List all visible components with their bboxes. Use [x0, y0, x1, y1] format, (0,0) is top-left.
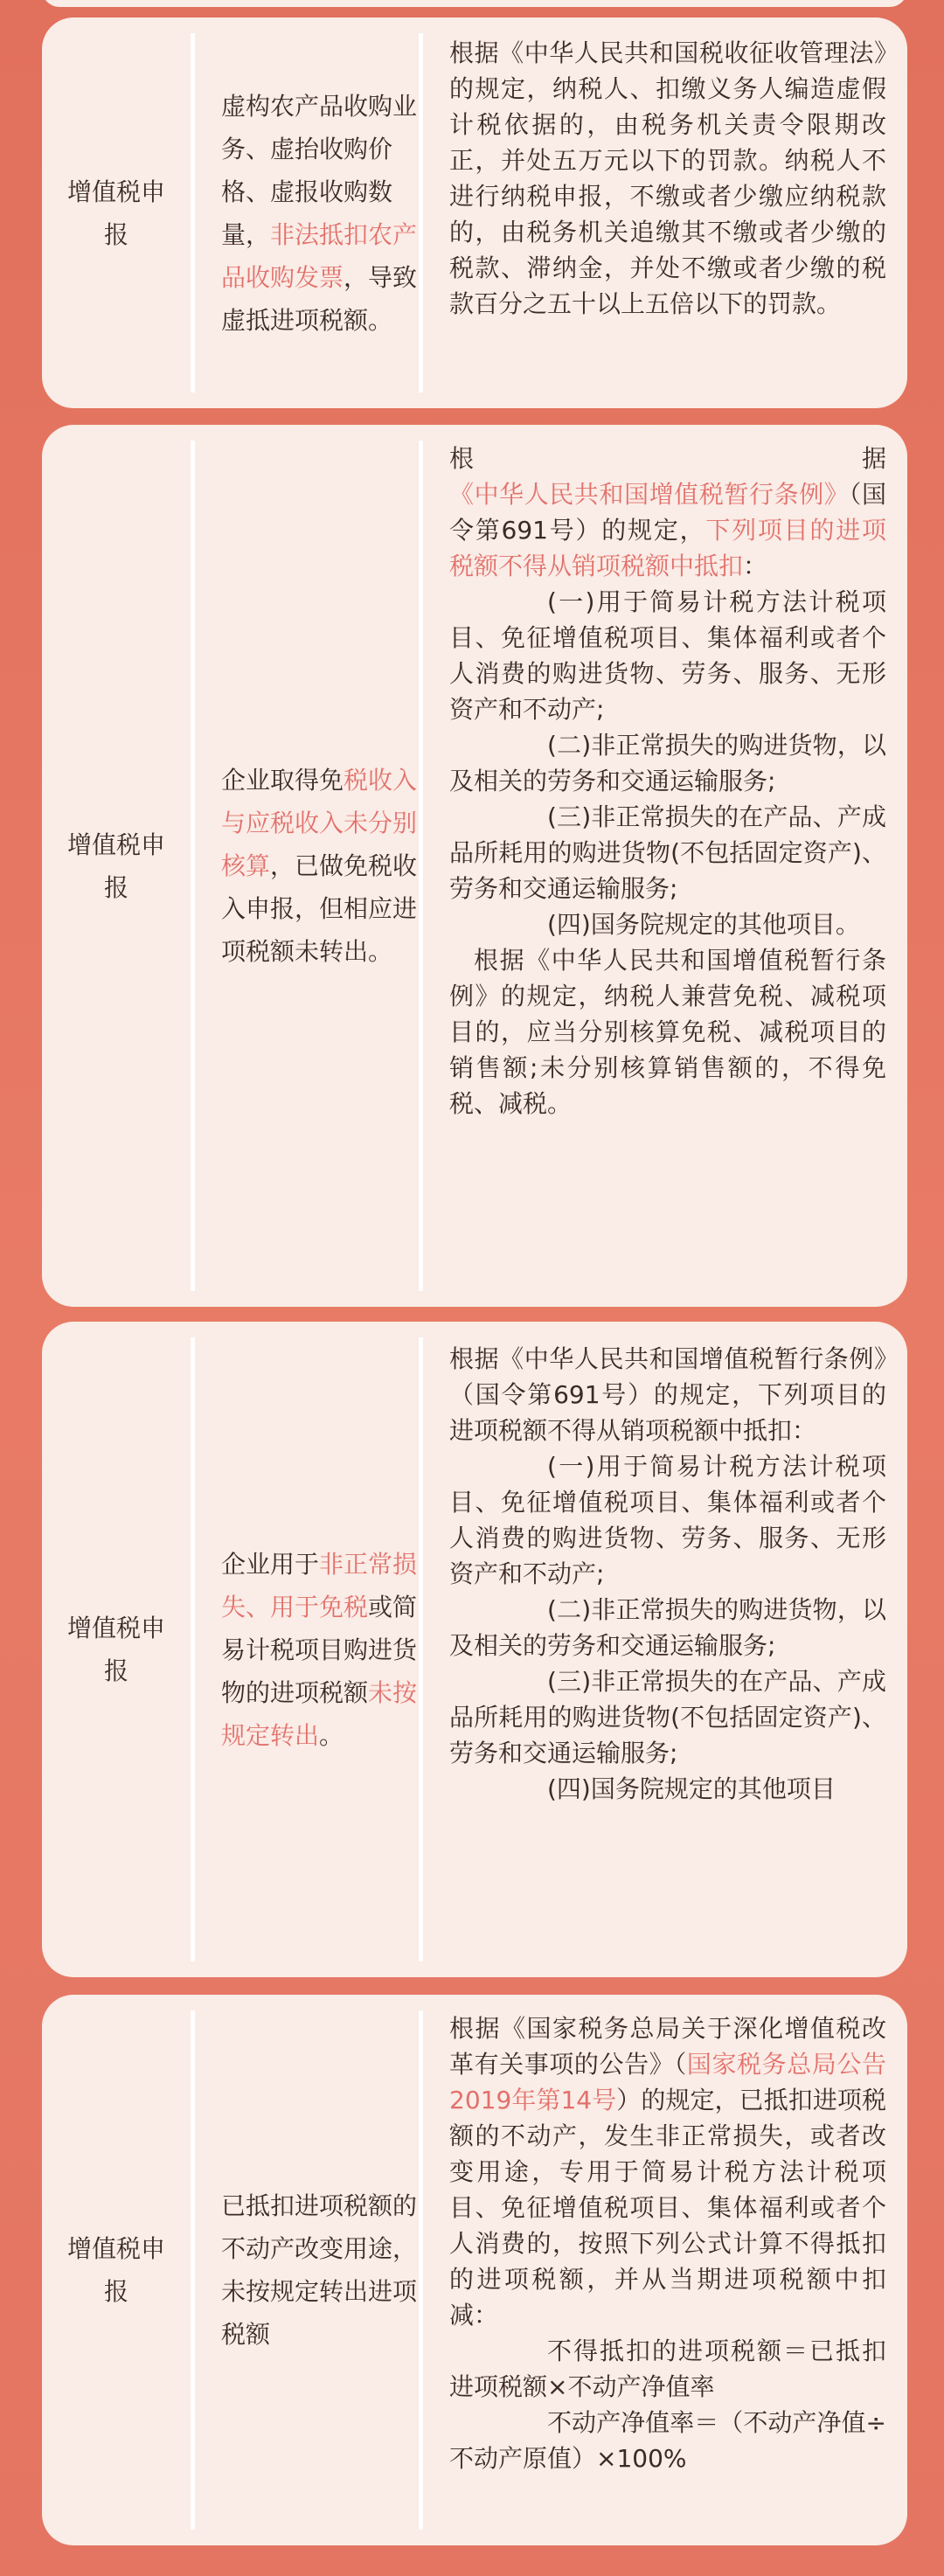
text-run: 根据《国家税务总局关于深化增值税改革有关事项的公告》（	[449, 2014, 886, 2079]
column-divider	[419, 2010, 423, 2530]
text-run: (三)非正常损失的在产品、产成品所耗用的购进货物(不包括固定资产)、劳务和交通运输服务;	[449, 802, 886, 903]
situation-text	[221, 2184, 418, 2356]
table-row	[42, 1322, 907, 1977]
situation-cell	[221, 1322, 418, 1977]
legal-paragraph	[449, 1341, 886, 1448]
text-run: 企业取得免	[221, 766, 344, 795]
legal-basis-cell	[449, 1341, 886, 1807]
legal-paragraph	[449, 35, 886, 322]
column-divider	[191, 441, 195, 1291]
text-run: ，已做免税收入申报，但相应进项税额未转出。	[221, 851, 418, 966]
legal-paragraph	[449, 1771, 886, 1807]
legal-basis-text	[449, 1341, 886, 1807]
text-run: 不动产净值率＝（不动产净值÷不动产原值）×100%	[449, 2408, 886, 2473]
legal-paragraph	[449, 942, 886, 1121]
text-run: ：	[743, 552, 768, 580]
category-cell	[42, 1995, 191, 2545]
text-run: （国令第691号）的规定，	[449, 480, 886, 545]
highlighted-text: 非正常损失、用于免税	[221, 1549, 418, 1621]
legal-paragraph	[449, 2405, 886, 2476]
situation-text	[221, 1543, 418, 1757]
text-run: 。	[319, 1720, 344, 1750]
text-run: 不得抵扣的进项税额＝已抵扣进项税额×不动产净值率	[449, 2336, 886, 2401]
category-cell	[42, 425, 191, 1307]
text-run: 根据《中华人民共和国税收征收管理法》的规定，纳税人、扣缴义务人编造虚假计税依据的，由税务机关责令限期改正，并处五万元以下的罚款。纳税人不进行纳税申报，不缴或者少缴应纳税款的，由税务机关追缴其不缴或者少缴的税款、滞纳金，并处不缴或者少缴的税款百分之五十以上五倍以下的罚款。	[449, 38, 886, 318]
column-divider	[191, 33, 195, 392]
legal-paragraph	[449, 2010, 886, 2333]
column-divider	[191, 2010, 195, 2530]
text-run: (四)国务院规定的其他项目。	[547, 910, 860, 939]
legal-paragraph	[449, 799, 886, 906]
legal-paragraph	[449, 906, 886, 942]
column-divider	[419, 33, 423, 392]
situation-cell	[221, 17, 418, 408]
table-row	[42, 1995, 907, 2545]
text-run: ）的规定，已抵扣进项税额的不动产，发生非正常损失，或者改变用途，专用于简易计税方法计税项目、免征增值税项目、集体福利或者个人消费的，按照下列公式计算不得抵扣的进项税额，并从当期进项税额中扣减：	[449, 2086, 886, 2330]
legal-paragraph	[449, 441, 886, 584]
legal-paragraph	[449, 1448, 886, 1592]
legal-paragraph	[449, 727, 886, 799]
situation-text	[221, 85, 418, 342]
legal-paragraph	[449, 2333, 886, 2405]
legal-paragraph	[449, 1592, 886, 1663]
text-run: (四)国务院规定的其他项目	[547, 1774, 836, 1803]
highlighted-text: 未按规定转出	[221, 1677, 418, 1750]
column-divider	[419, 1337, 423, 1962]
text-run: (一)用于简易计税方法计税项目、免征增值税项目、集体福利或者个人消费的购进货物、劳务、服务、无形资产和不动产;	[449, 1452, 886, 1588]
text-run: 根据《中华人民共和国增值税暂行条例》（国令第691号）的规定，下列项目的进项税额不得从销项税额中抵扣：	[449, 1344, 886, 1445]
text-run: 根据	[449, 444, 886, 473]
legal-basis-cell	[449, 35, 886, 322]
highlighted-text: 税收入与应税收入未分别核算	[221, 766, 418, 880]
category-cell	[42, 17, 191, 408]
highlighted-text: 国家税务总局公告2019年第14号	[449, 2050, 886, 2114]
column-divider	[191, 1337, 195, 1962]
column-divider	[419, 441, 423, 1291]
text-run: 根据《中华人民共和国增值税暂行条例》的规定，纳税人兼营免税、减税项目的，应当分别核算免税、减税项目的销售额;未分别核算销售额的，不得免税、减税。	[449, 946, 886, 1118]
legal-basis-text	[449, 35, 886, 322]
legal-basis-text	[449, 441, 886, 1121]
legal-basis-cell	[449, 441, 886, 1121]
text-run: ，导致虚抵进项税额。	[221, 262, 418, 335]
text-run: (二)非正常损失的购进货物，以及相关的劳务和交通运输服务;	[449, 1595, 886, 1660]
legal-basis-cell	[449, 2010, 886, 2476]
text-run: (一)用于简易计税方法计税项目、免征增值税项目、集体福利或者个人消费的购进货物、劳务、服务、无形资产和不动产;	[449, 587, 886, 724]
highlighted-text: 非法抵扣农产品收购发票	[221, 219, 418, 292]
text-run: 虚构农产品收购业务、虚抬收购价格、虚报收购数量，	[221, 91, 418, 249]
text-run: (二)非正常损失的购进货物，以及相关的劳务和交通运输服务;	[449, 731, 886, 795]
text-run: (三)非正常损失的在产品、产成品所耗用的购进货物(不包括固定资产)、劳务和交通运输服务;	[449, 1667, 886, 1767]
legal-basis-text	[449, 2010, 886, 2476]
category-text: 增值税申报	[66, 1614, 165, 1685]
text-run: 已抵扣进项税额的不动产改变用途，未按规定转出进项税额	[221, 2191, 418, 2349]
legal-paragraph	[449, 584, 886, 727]
category-text: 增值税申报	[66, 830, 165, 902]
highlighted-text: 下列项目的进项税额不得从销项税额中抵扣	[449, 516, 886, 580]
situation-text	[221, 759, 418, 973]
text-run: 或简易计税项目购进货物的进项税额	[221, 1592, 418, 1707]
table-row	[42, 425, 907, 1307]
highlighted-text: 《中华人民共和国增值税暂行条例》	[449, 480, 850, 509]
category-text: 增值税申报	[66, 177, 165, 249]
table-row	[42, 17, 907, 408]
category-text: 增值税申报	[66, 2234, 165, 2306]
previous-card-edge	[42, 0, 907, 7]
text-run: 企业用于	[221, 1549, 320, 1579]
situation-cell	[221, 425, 418, 1307]
situation-cell	[221, 1995, 418, 2545]
category-cell	[42, 1322, 191, 1977]
legal-paragraph	[449, 1663, 886, 1771]
